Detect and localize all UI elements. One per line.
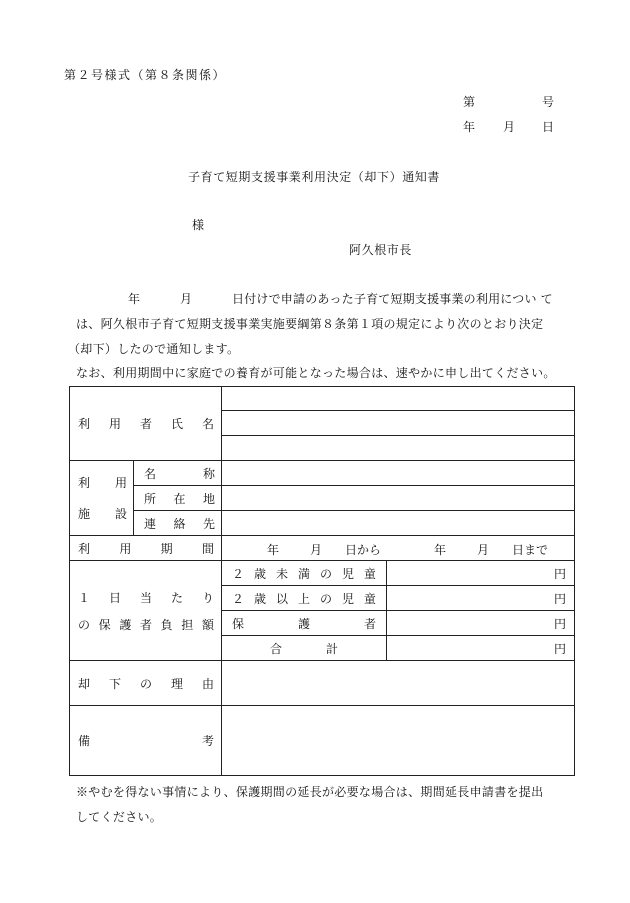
reject-char-2: 下 — [109, 676, 122, 691]
footnote-line1: ※やむを得ない事情により、保護期間の延長が必要な場合は、期間延長申請書を提出 — [76, 785, 544, 799]
remarks-label — [70, 706, 222, 776]
fee-label-1-char-2: 日 — [109, 590, 122, 605]
user-name-value-2 — [222, 411, 575, 436]
user-name-text — [70, 415, 221, 432]
date-day: 日 — [542, 120, 555, 134]
user-name-char-3: 者 — [140, 417, 153, 431]
fee-label — [70, 561, 222, 661]
fee-total-label — [222, 636, 387, 661]
user-name-char-4: 氏 — [171, 417, 184, 431]
fee-over2-char-2: 歳 — [254, 591, 267, 606]
fee-under2-char-6: 児 — [341, 566, 354, 581]
period-from-year: 年 — [267, 543, 280, 557]
facility-address-char-3: 地 — [203, 491, 216, 506]
remarks-char-1: 備 — [78, 734, 91, 748]
facility-name-label — [134, 461, 222, 486]
body-line4: なお、利用期間中に家庭での養育が可能となった場合は、速やかに申し出てください。 — [76, 366, 556, 380]
reject-char-4: 理 — [171, 676, 184, 691]
body-month: 月 — [180, 292, 193, 306]
period-char-1: 利 — [78, 541, 91, 556]
fee-label-2-char-6: 担 — [181, 617, 194, 632]
period-char-4: 間 — [201, 541, 214, 556]
fee-over2-char-5: の — [319, 591, 332, 606]
period-char-2: 用 — [119, 541, 132, 556]
reject-reason-value — [222, 661, 575, 706]
facility-address-char-2: 在 — [173, 491, 186, 506]
fee-label-2-char-7: 額 — [201, 617, 214, 632]
remarks-char-2: 考 — [202, 734, 215, 748]
user-name-value-1 — [222, 387, 575, 411]
period-from-month: 月 — [310, 543, 323, 557]
fee-under2-char-3: 未 — [275, 566, 288, 581]
doc-number-prefix: 第 — [463, 95, 476, 109]
fee-over2-value: 円 — [387, 586, 575, 611]
user-name-label — [70, 387, 222, 461]
facility-contact-char-3: 先 — [203, 516, 216, 531]
fee-guardian-value: 円 — [387, 611, 575, 636]
fee-guardian-char-2: 護 — [298, 616, 311, 631]
date-year: 年 — [463, 120, 476, 134]
fee-label-2-char-4: 者 — [139, 617, 152, 632]
fee-label-2-char-1: の — [78, 617, 91, 632]
doc-number-suffix: 号 — [542, 95, 555, 109]
fee-over2-char-3: 以 — [275, 591, 288, 606]
facility-address-value — [222, 486, 575, 511]
period-to-month: 月 — [477, 543, 490, 557]
fee-under2-char-4: 満 — [297, 566, 310, 581]
facility-name-char-1: 名 — [144, 466, 157, 481]
facility-name-value — [222, 461, 575, 486]
facility-char-2: 用 — [114, 476, 127, 490]
fee-label-2-char-5: 負 — [160, 617, 173, 632]
fee-over2-char-7: 童 — [363, 591, 376, 606]
user-name-char-1: 利 — [78, 417, 91, 431]
fee-over2-char-4: 上 — [297, 591, 310, 606]
body-line1: 日付けで申請のあった子育て短期支援事業の利用につい て — [232, 292, 553, 306]
fee-label-1-char-1: １ — [78, 590, 91, 605]
fee-label-1-char-4: た — [171, 590, 184, 605]
fee-over2-label — [222, 586, 387, 611]
fee-total-value: 円 — [387, 636, 575, 661]
fee-label-2-char-3: 護 — [119, 617, 132, 632]
notice-table — [69, 386, 575, 776]
user-name-char-5: 名 — [202, 417, 215, 431]
period-char-3: 期 — [160, 541, 173, 556]
reject-reason-label — [70, 661, 222, 706]
facility-contact-char-1: 連 — [144, 516, 157, 531]
fee-label-1-char-5: り — [202, 590, 215, 605]
date-month: 月 — [503, 120, 516, 134]
reject-char-5: 由 — [202, 676, 215, 691]
period-to-day: 日まで — [512, 543, 549, 557]
fee-under2-label — [222, 561, 387, 586]
reject-char-1: 却 — [78, 676, 91, 691]
page-title: 子育て短期支援事業利用決定（却下）通知書 — [188, 170, 441, 184]
body-line3: （却下）したので通知します。 — [68, 342, 240, 356]
fee-under2-char-5: の — [319, 566, 332, 581]
fee-guardian-label — [222, 611, 387, 636]
fee-total-char-1: 合 — [270, 641, 283, 656]
facility-char-1: 利 — [78, 476, 91, 490]
remarks-value — [222, 706, 575, 776]
form-code: 第２号様式（第８条関係） — [64, 68, 227, 82]
facility-contact-label — [134, 511, 222, 536]
fee-under2-char-1: ２ — [232, 566, 245, 581]
user-name-char-2: 用 — [109, 417, 122, 431]
fee-guardian-char-3: 者 — [363, 616, 376, 631]
facility-contact-value — [222, 511, 575, 536]
period-to-year: 年 — [434, 543, 447, 557]
fee-under2-char-7: 童 — [363, 566, 376, 581]
fee-under2-char-2: 歳 — [254, 566, 267, 581]
facility-name-char-2: 称 — [203, 466, 216, 481]
facility-address-label — [134, 486, 222, 511]
fee-under2-value: 円 — [387, 561, 575, 586]
footnote-line2: してください。 — [76, 810, 163, 824]
issuer: 阿久根市長 — [349, 243, 413, 257]
facility-address-char-1: 所 — [144, 491, 157, 506]
facility-label — [70, 461, 134, 536]
fee-label-2-char-2: 保 — [98, 617, 111, 632]
body-year: 年 — [128, 292, 141, 306]
facility-char-3: 施 — [78, 507, 91, 521]
addressee-suffix: 様 — [192, 218, 205, 232]
body-line2: は、阿久根市子育て短期支援事業実施要綱第８条第１項の規定により次のとおり決定 — [76, 317, 544, 331]
fee-over2-char-1: ２ — [232, 591, 245, 606]
facility-contact-char-2: 絡 — [173, 516, 186, 531]
period-label — [70, 536, 222, 561]
period-from-day: 日から — [345, 543, 382, 557]
reject-char-3: の — [140, 676, 153, 691]
period-value — [222, 536, 575, 561]
fee-label-1-char-3: 当 — [140, 590, 153, 605]
fee-total-char-2: 計 — [326, 641, 339, 656]
user-name-value-3 — [222, 436, 575, 461]
fee-over2-char-6: 児 — [341, 591, 354, 606]
facility-char-4: 設 — [114, 507, 127, 521]
fee-guardian-char-1: 保 — [232, 616, 245, 631]
